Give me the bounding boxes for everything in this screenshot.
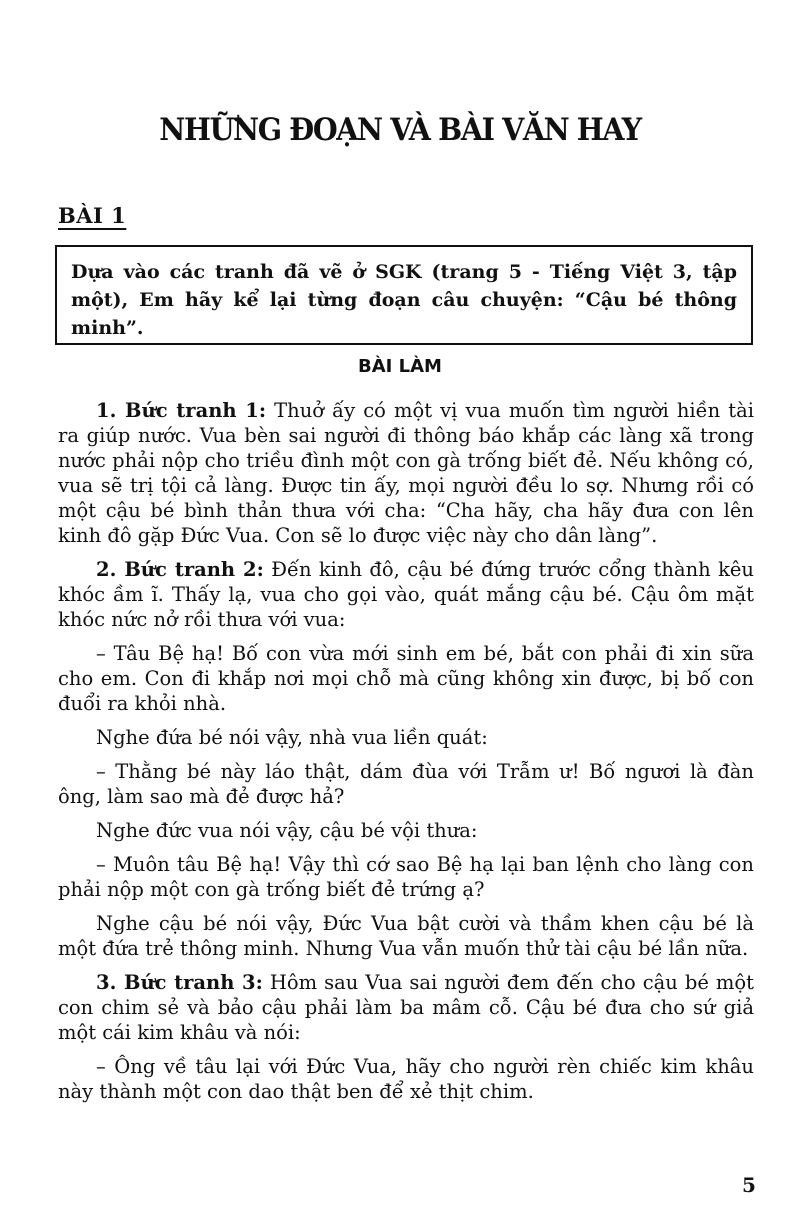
paragraph-text: Thuở ấy có một vị vua muốn tìm người hiền tài ra giúp nước. Vua bèn sai người đi thông báo khắp các làng xã trong nước phải nộp cho triều đình một con gà trống biết đẻ. Nếu không có, vua sẽ trị tội cả làng. Được tin ấy, mọi người đều lo sợ. Nhưng rồi có một cậu bé bình thản thưa với cha: “Cha hãy, cha hãy đưa con lên kinh đô gặp Đức Vua. Con sẽ lo được việc này cho dân làng”. (58, 399, 754, 547)
paragraph (58, 759, 754, 809)
answer-body (58, 398, 754, 1113)
paragraph (58, 818, 754, 843)
paragraph-text: Nghe đứa bé nói vậy, nhà vua liền quát: (96, 726, 488, 749)
paragraph (58, 641, 754, 716)
paragraph (58, 557, 754, 632)
paragraph (58, 398, 754, 548)
paragraph-text: Nghe cậu bé nói vậy, Đức Vua bật cười và thầm khen cậu bé là một đứa trẻ thông minh. Nhưng Vua vẫn muốn thử tài cậu bé lần nữa. (58, 912, 754, 960)
paragraph (58, 852, 754, 902)
section-label: BÀI 1 (58, 203, 127, 228)
paragraph-text: – Ông về tâu lại với Đức Vua, hãy cho người rèn chiếc kim khâu này thành một con dao thật ben để xẻ thịt chim. (58, 1055, 754, 1103)
paragraph-label: 2. Bức tranh 2: (96, 558, 264, 581)
paragraph-text: Đến kinh đô, cậu bé đứng trước cổng thành kêu khóc ầm ĩ. Thấy lạ, vua cho gọi vào, quát mắng cậu bé. Cậu ôm mặt khóc nức nở rồi thưa với vua: (58, 558, 754, 631)
paragraph-text: Hôm sau Vua sai người đem đến cho cậu bé một con chim sẻ và bảo cậu phải làm ba mâm cỗ. Cậu bé đưa cho sứ giả một cái kim khâu và nói: (58, 971, 754, 1044)
paragraph (58, 970, 754, 1045)
paragraph (58, 725, 754, 750)
paragraph-text: – Tâu Bệ hạ! Bố con vừa mới sinh em bé, bắt con phải đi xin sữa cho em. Con đi khắp nơi mọi chỗ mà cũng không xin được, bị bố con đuổi ra khỏi nhà. (58, 642, 754, 715)
paragraph (58, 911, 754, 961)
task-box: Dựa vào các tranh đã vẽ ở SGK (trang 5 - Tiếng Việt 3, tập một), Em hãy kể lại từng đoạn câu chuyện: “Cậu bé thông minh”. (55, 245, 753, 345)
page-number: 5 (742, 1173, 756, 1197)
paragraph-text: – Muôn tâu Bệ hạ! Vậy thì cớ sao Bệ hạ lại ban lệnh cho làng con phải nộp một con gà trống biết đẻ trứng ạ? (58, 853, 754, 901)
page-title: NHỮNG ĐOẠN VÀ BÀI VĂN HAY (159, 112, 641, 148)
answer-heading: BÀI LÀM (358, 356, 442, 377)
paragraph-text: Nghe đức vua nói vậy, cậu bé vội thưa: (96, 819, 478, 842)
paragraph (58, 1054, 754, 1104)
paragraph-label: 1. Bức tranh 1: (96, 399, 267, 422)
paragraph-text: – Thằng bé này láo thật, dám đùa với Trẫm ư! Bố ngươi là đàn ông, làm sao mà đẻ được hả? (58, 760, 754, 808)
paragraph-label: 3. Bức tranh 3: (96, 971, 263, 994)
